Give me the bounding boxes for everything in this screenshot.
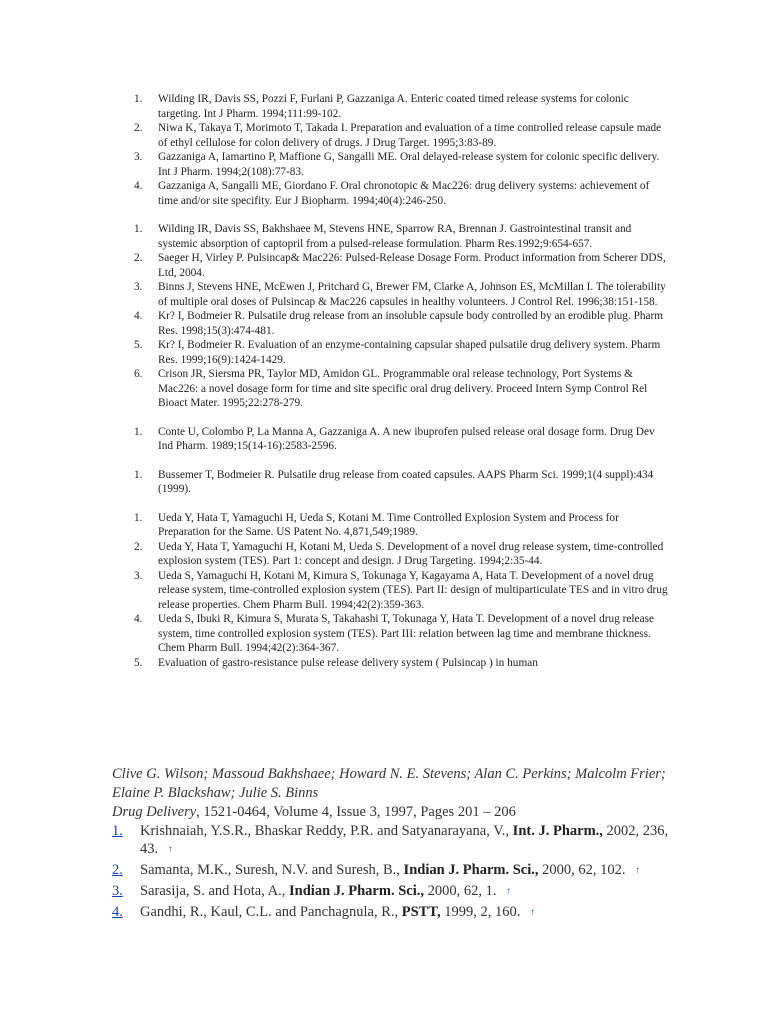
back-arrow-icon[interactable]: ↑ bbox=[635, 865, 641, 876]
reference-item bbox=[0, 179, 768, 208]
citation-item bbox=[112, 882, 672, 901]
reference-list bbox=[0, 511, 768, 671]
reference-number: 2. bbox=[134, 122, 143, 134]
citation-item bbox=[112, 861, 672, 880]
reference-number: 1. bbox=[134, 468, 143, 481]
reference-item bbox=[0, 540, 768, 569]
reference-text: Ueda S, Yamaguchi H, Kotani M, Kimura S, Tokunaga Y, Kagayama A, Hata T. Development of a novel drug release system, time-controlled explosion system (TES). Part II: design of multiparticulate TES and in vitro drug release properties. Chem Pharm Bull. 1994;42(2):359-363. bbox=[158, 569, 668, 611]
reference-item bbox=[0, 150, 768, 179]
journal-details: , 1521-0464, Volume 4, Issue 3, 1997, Pages 201 – 206 bbox=[196, 804, 516, 820]
reference-item bbox=[0, 280, 768, 309]
reference-item bbox=[0, 251, 768, 280]
reference-list bbox=[0, 92, 768, 208]
reference-text: Ueda Y, Hata T, Yamaguchi H, Kotani M, Ueda S. Development of a novel drug release system, time-controlled explosion system (TES). Part 1: concept and design. J Drug Targeting. 1994;2:35-44. bbox=[158, 540, 664, 567]
citation-journal: Indian J. Pharm. Sci., bbox=[289, 883, 424, 899]
reference-item bbox=[0, 612, 768, 656]
reference-text: Conte U, Colombo P, La Manna A, Gazzaniga A. A new ibuprofen pulsed release oral dosage form. Drug Dev Ind Pharm. 1989;15(14-16):2583-2596. bbox=[158, 425, 655, 452]
back-arrow-icon[interactable]: ↑ bbox=[529, 907, 535, 918]
reference-number: 4. bbox=[134, 180, 143, 192]
citation-authors: Gandhi, R., Kaul, C.L. and Panchagnula, R., bbox=[140, 904, 402, 920]
reference-list bbox=[0, 468, 768, 497]
reference-item bbox=[0, 569, 768, 613]
reference-item bbox=[0, 367, 768, 411]
reference-text: Gazzaniga A, Sangalli ME, Giordano F. Oral chronotopic & Mac226: drug delivery systems: achievement of time and/or site specifity. Eur J Biopharm. 1994;40(4):246-250. bbox=[158, 180, 650, 207]
reference-text: Kr? I, Bodmeier R. Pulsatile drug release from an insoluble capsule body controlled by an erodible plug. Pharm Res. 1998;15(3):474-481. bbox=[158, 310, 664, 337]
citation-journal: Indian J. Pharm. Sci., bbox=[403, 862, 539, 878]
reference-lists bbox=[0, 92, 768, 684]
reference-text: Kr? I, Bodmeier R. Evaluation of an enzyme-containing capsular shaped pulsatile drug delivery system. Pharm Res. 1999;16(9):1424-1429. bbox=[158, 339, 661, 366]
reference-item bbox=[0, 468, 768, 497]
reference-number: 3. bbox=[134, 281, 143, 293]
reference-item bbox=[0, 222, 768, 251]
citation-details: 2002, 236, 43. bbox=[140, 823, 669, 857]
citation-authors: Sarasija, S. and Hota, A., bbox=[140, 883, 290, 899]
reference-text: Ueda S, Ibuki R, Kimura S, Murata S, Takahashi T, Tokunaga Y, Hata T. Development of a novel drug release system, time controlled explosion system (TES). Part III: relation between lag time and membrane thickness. Chem Pharm Bull. 1994;42(2):364-367. bbox=[158, 613, 654, 654]
reference-item bbox=[0, 309, 768, 338]
authors-line: Clive G. Wilson; Massoud Bakhshaee; Howard N. E. Stevens; Alan C. Perkins; Malcolm Frier; Elaine P. Blackshaw; Julie S. Binns bbox=[112, 766, 666, 801]
reference-number: 1. bbox=[134, 93, 143, 105]
reference-item bbox=[0, 92, 768, 121]
citation-details: 1999, 2, 160. bbox=[440, 904, 524, 920]
reference-list bbox=[0, 222, 768, 411]
reference-number: 6. bbox=[134, 368, 143, 380]
reference-item bbox=[0, 338, 768, 367]
reference-number: 2. bbox=[134, 540, 143, 553]
reference-list bbox=[0, 425, 768, 454]
reference-number: 3. bbox=[134, 151, 143, 163]
citation-journal: PSTT, bbox=[401, 904, 441, 920]
citation-item bbox=[112, 903, 672, 922]
reference-text: Crison JR, Siersma PR, Taylor MD, Amidon GL. Programmable oral release technology, Port Systems & Mac226: a novel dosage form for time and site specific oral drug delivery. Proceed Intern Symp Control Rel Bioact Mater. 1995;22:278-279. bbox=[158, 368, 648, 409]
citation-journal: Int. J. Pharm., bbox=[512, 823, 603, 839]
back-arrow-icon[interactable]: ↑ bbox=[167, 844, 173, 855]
reference-text: Binns J, Stevens HNE, McEwen J, Pritchard G, Brewer FM, Clarke A, Johnson ES, McMillan I. The tolerability of multiple oral doses of Pulsincap & Mac226 capsules in healthy volunteers. J Control Rel. 1996;38:151-158. bbox=[158, 281, 666, 308]
reference-text: Evaluation of gastro-resistance pulse release delivery system ( Pulsincap ) in human bbox=[158, 656, 538, 669]
citation-list bbox=[112, 822, 672, 924]
citation-authors: Samanta, M.K., Suresh, N.V. and Suresh, B., bbox=[140, 862, 404, 878]
reference-number: 1. bbox=[134, 511, 143, 524]
reference-number: 1. bbox=[134, 223, 143, 235]
journal-line bbox=[112, 803, 712, 822]
journal-name: Drug Delivery bbox=[112, 804, 197, 820]
citation-item bbox=[112, 822, 672, 859]
reference-number: 4. bbox=[134, 613, 143, 625]
citation-number-link[interactable]: 2. bbox=[112, 862, 123, 878]
reference-number: 3. bbox=[134, 569, 143, 582]
citation-number-link[interactable]: 4. bbox=[112, 904, 123, 920]
reference-item bbox=[0, 121, 768, 150]
reference-text: Wilding IR, Davis SS, Bakhshaee M, Stevens HNE, Sparrow RA, Brennan J. Gastrointestinal transit and systemic absorption of captopril from a pulsed-release formulation. Pharm Res.1992;9:654-657. bbox=[158, 223, 632, 250]
reference-item bbox=[0, 656, 768, 671]
citation-details: 2000, 62, 102. bbox=[538, 862, 630, 878]
citation-number-link[interactable]: 1. bbox=[112, 823, 123, 839]
reference-item bbox=[0, 511, 768, 540]
citation-number-link[interactable]: 3. bbox=[112, 883, 123, 899]
reference-number: 1. bbox=[134, 425, 143, 438]
reference-number: 4. bbox=[134, 310, 143, 322]
reference-text: Saeger H, Virley P. Pulsincap& Mac226: Pulsed-Release Dosage Form. Product information from Scherer DDS, Ltd, 2004. bbox=[158, 252, 666, 279]
reference-text: Ueda Y, Hata T, Yamaguchi H, Ueda S, Kotani M. Time Controlled Explosion System and Process for Preparation for the Same. US Patent No. 4,871,549;1989. bbox=[158, 511, 619, 538]
reference-text: Gazzaniga A, Iamartino P, Maffione G, Sangalli ME. Oral delayed-release system for colonic specific delivery. Int J Pharm. 1994;2(108):77-83. bbox=[158, 151, 660, 178]
citation-authors: Krishnaiah, Y.S.R., Bhaskar Reddy, P.R. and Satyanarayana, V., bbox=[140, 823, 513, 839]
reference-number: 2. bbox=[134, 252, 143, 264]
citation-details: 2000, 62, 1. bbox=[423, 883, 501, 899]
reference-item bbox=[0, 425, 768, 454]
back-arrow-icon[interactable]: ↑ bbox=[506, 886, 512, 897]
reference-number: 5. bbox=[134, 656, 143, 669]
reference-text: Wilding IR, Davis SS, Pozzi F, Furlani P, Gazzaniga A. Enteric coated timed release systems for colonic targeting. Int J Pharm. 1994;111:99-102. bbox=[158, 93, 629, 120]
reference-number: 5. bbox=[134, 339, 143, 351]
reference-text: Bussemer T, Bodmeier R. Pulsatile drug release from coated capsules. AAPS Pharm Sci. 1999;1(4 suppl):434 (1999). bbox=[158, 468, 654, 495]
reference-text: Niwa K, Takaya T, Morimoto T, Takada I. Preparation and evaluation of a time controlled release capsule made of ethyl cellulose for colon delivery of drugs. J Drug Target. 1995;3:83-89. bbox=[158, 122, 662, 149]
